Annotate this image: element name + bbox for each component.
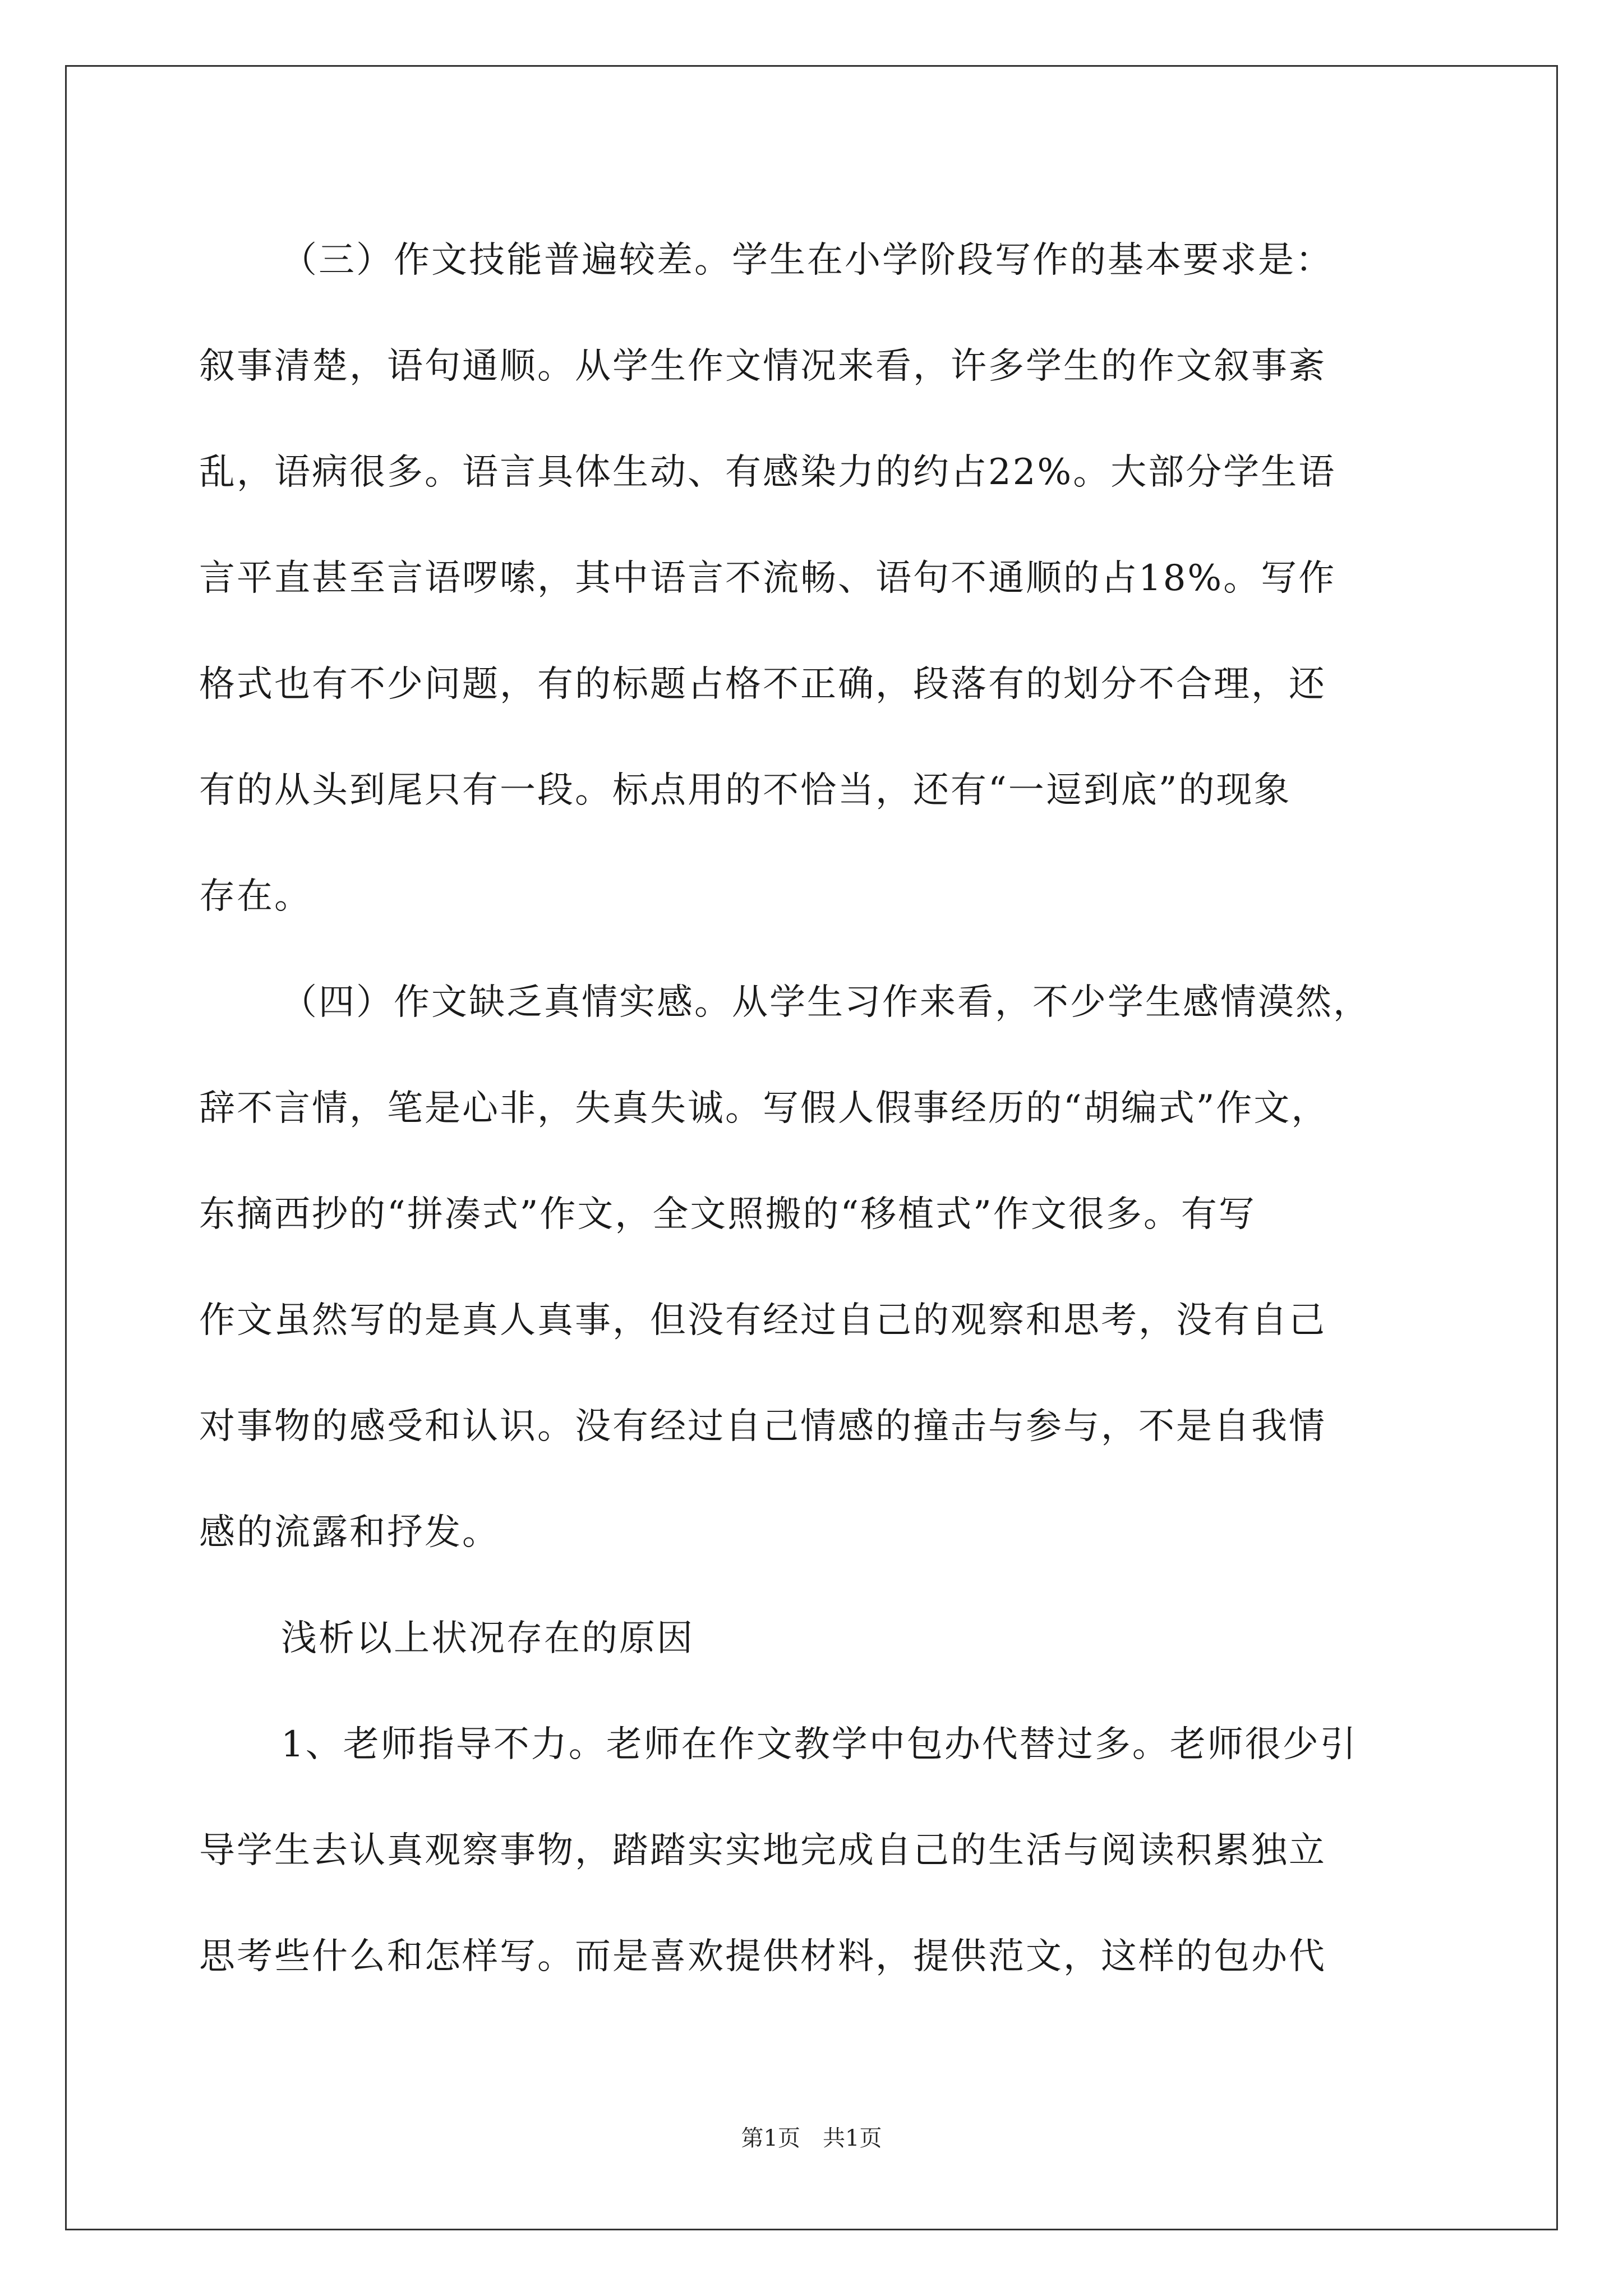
paragraph-3-line-7: 存在。 <box>199 876 312 917</box>
paragraph-cause-1-line-3: 思考些什么和怎样写。而是喜欢提供材料，提供范文，这样的包办代 <box>199 1936 1326 1977</box>
paragraph-3-line-6: 有的从头到尾只有一段。标点用的不恰当，还有“一逗到底”的现象 <box>199 770 1292 811</box>
paragraph-4-line-1: （四）作文缺乏真情实感。从学生习作来看，不少学生感情漠然， <box>281 982 1371 1023</box>
paragraph-4-line-4: 作文虽然写的是真人真事，但没有经过自己的观察和思考，没有自己 <box>199 1300 1326 1341</box>
section-heading-causes: 浅析以上状况存在的原因 <box>281 1618 694 1659</box>
paragraph-3-line-4: 言平直甚至言语啰嗦，其中语言不流畅、语句不通顺的占18%。写作 <box>199 558 1336 599</box>
paragraph-cause-1-line-2: 导学生去认真观察事物，踏踏实实地完成自己的生活与阅读积累独立 <box>199 1830 1326 1871</box>
page-footer <box>0 2125 1623 2152</box>
page-total: 共1页 <box>823 2125 882 2151</box>
paragraph-4-line-6: 感的流露和抒发。 <box>199 1512 500 1553</box>
paragraph-3-line-5: 格式也有不少问题，有的标题占格不正确，段落有的划分不合理，还 <box>199 664 1326 705</box>
paragraph-4-line-2: 辞不言情，笔是心非，失真失诚。写假人假事经历的“胡编式”作文， <box>199 1088 1329 1129</box>
page-number: 第1页 <box>741 2125 800 2151</box>
paragraph-4-line-5: 对事物的感受和认识。没有经过自己情感的撞击与参与，不是自我情 <box>199 1406 1326 1447</box>
paragraph-3-line-1: （三）作文技能普遍较差。学生在小学阶段写作的基本要求是： <box>281 240 1333 281</box>
paragraph-3-line-2: 叙事清楚，语句通顺。从学生作文情况来看，许多学生的作文叙事紊 <box>199 346 1326 387</box>
paragraph-cause-1-line-1: 1、老师指导不力。老师在作文教学中包办代替过多。老师很少引 <box>281 1724 1358 1765</box>
paragraph-4-line-3: 东摘西抄的“拼凑式”作文，全文照搬的“移植式”作文很多。有写 <box>199 1194 1256 1235</box>
document-body <box>199 208 1427 2010</box>
paragraph-3-line-3: 乱，语病很多。语言具体生动、有感染力的约占22%。大部分学生语 <box>199 452 1336 493</box>
